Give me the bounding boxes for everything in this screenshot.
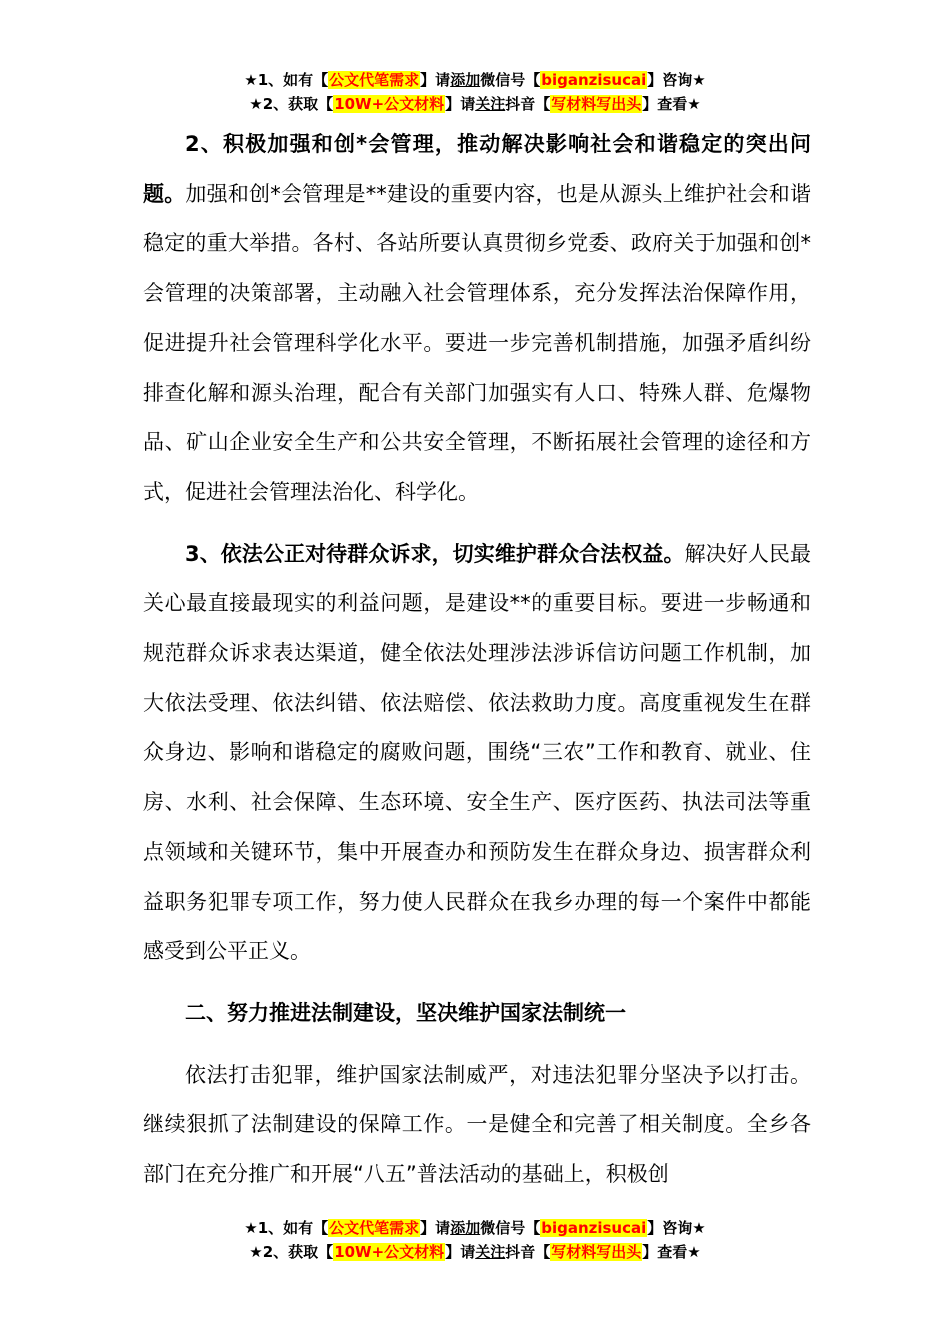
paragraph-lead: 2、积极加强和创*会管理，推动解决影响社会和谐稳定的突出问题。 bbox=[143, 132, 811, 206]
banner-text: 抖音【 bbox=[505, 1243, 551, 1261]
banner-highlight: 公文代笔需求 bbox=[329, 71, 420, 89]
banner-text: 】请 bbox=[420, 1219, 451, 1237]
banner-highlight: 10W+公文材料 bbox=[334, 1243, 445, 1261]
banner-text: ★1、如有【 bbox=[244, 71, 329, 89]
banner-highlight: 写材料写出头 bbox=[551, 95, 642, 113]
banner-text: 微信号【 bbox=[480, 1219, 541, 1237]
banner-highlight: biganzisucai bbox=[541, 71, 647, 89]
banner-underlined-text: 添加 bbox=[450, 71, 481, 89]
banner-underlined-text: 添加 bbox=[450, 1219, 481, 1237]
banner-text: 】请 bbox=[445, 95, 476, 113]
banner-text: ★1、如有【 bbox=[244, 1219, 329, 1237]
paragraph-lead: 3、依法公正对待群众诉求，切实维护群众合法权益。 bbox=[185, 541, 685, 566]
banner-underlined-text: 关注 bbox=[475, 1243, 506, 1261]
banner-text: 】查看★ bbox=[642, 95, 701, 113]
document-body bbox=[143, 120, 811, 1200]
banner-line-1 bbox=[0, 1216, 950, 1240]
paragraph-2 bbox=[143, 120, 811, 518]
banner-highlight: biganzisucai bbox=[541, 1219, 647, 1237]
banner-underlined-text: 关注 bbox=[475, 95, 506, 113]
banner-text: 】咨询★ bbox=[647, 1219, 706, 1237]
banner-text: 抖音【 bbox=[505, 95, 551, 113]
paragraph-text: 解决好人民最关心最直接最现实的利益问题，是建设**的重要目标。要进一步畅通和规范群众诉求表达渠道，健全依法处理涉法涉诉信访问题工作机制，加大依法受理、依法纠错、依法赔偿、依法救助力度。高度重视发生在群众身边、影响和谐稳定的腐败问题，围绕“三农”工作和教育、就业、住房、水利、社会保障、生态环境、安全生产、医疗医药、执法司法等重点领域和关键环节，集中开展查办和预防发生在群众身边、损害群众利益职务犯罪专项工作，努力使人民群众在我乡办理的每一个案件中都能感受到公平正义。 bbox=[143, 541, 811, 964]
banner-text: ★2、获取【 bbox=[249, 95, 334, 113]
paragraph-3 bbox=[143, 530, 811, 977]
banner-text: 】请 bbox=[445, 1243, 476, 1261]
banner-text: ★2、获取【 bbox=[249, 1243, 334, 1261]
paragraph-text: 加强和创*会管理是**建设的重要内容，也是从源头上维护社会和谐稳定的重大举措。各村、各站所要认真贯彻乡党委、政府关于加强和创*会管理的决策部署，主动融入社会管理体系，充分发挥法治保障作用，促进提升社会管理科学化水平。要进一步完善机制措施，加强矛盾纠纷排查化解和源头治理，配合有关部门加强实有人口、特殊人群、危爆物品、矿山企业安全生产和公共安全管理，不断拓展社会管理的途径和方式，促进社会管理法治化、科学化。 bbox=[143, 181, 811, 504]
banner-highlight: 10W+公文材料 bbox=[334, 95, 445, 113]
footer-banner bbox=[0, 1216, 950, 1264]
header-banner bbox=[0, 68, 950, 116]
banner-line-1 bbox=[0, 68, 950, 92]
banner-line-2 bbox=[0, 1240, 950, 1264]
paragraph-4: 依法打击犯罪，维护国家法制威严，对违法犯罪分坚决予以打击。继续狠抓了法制建设的保障工作。一是健全和完善了相关制度。全乡各部门在充分推广和开展“八五”普法活动的基础上，积极创 bbox=[143, 1062, 811, 1187]
banner-highlight: 写材料写出头 bbox=[551, 1243, 642, 1261]
banner-text: 微信号【 bbox=[480, 71, 541, 89]
banner-line-2 bbox=[0, 92, 950, 116]
banner-text: 】查看★ bbox=[642, 1243, 701, 1261]
banner-text: 】咨询★ bbox=[647, 71, 706, 89]
section-heading: 二、努力推进法制建设，坚决维护国家法制统一 bbox=[185, 1000, 626, 1025]
banner-text: 】请 bbox=[420, 71, 451, 89]
banner-highlight: 公文代笔需求 bbox=[329, 1219, 420, 1237]
